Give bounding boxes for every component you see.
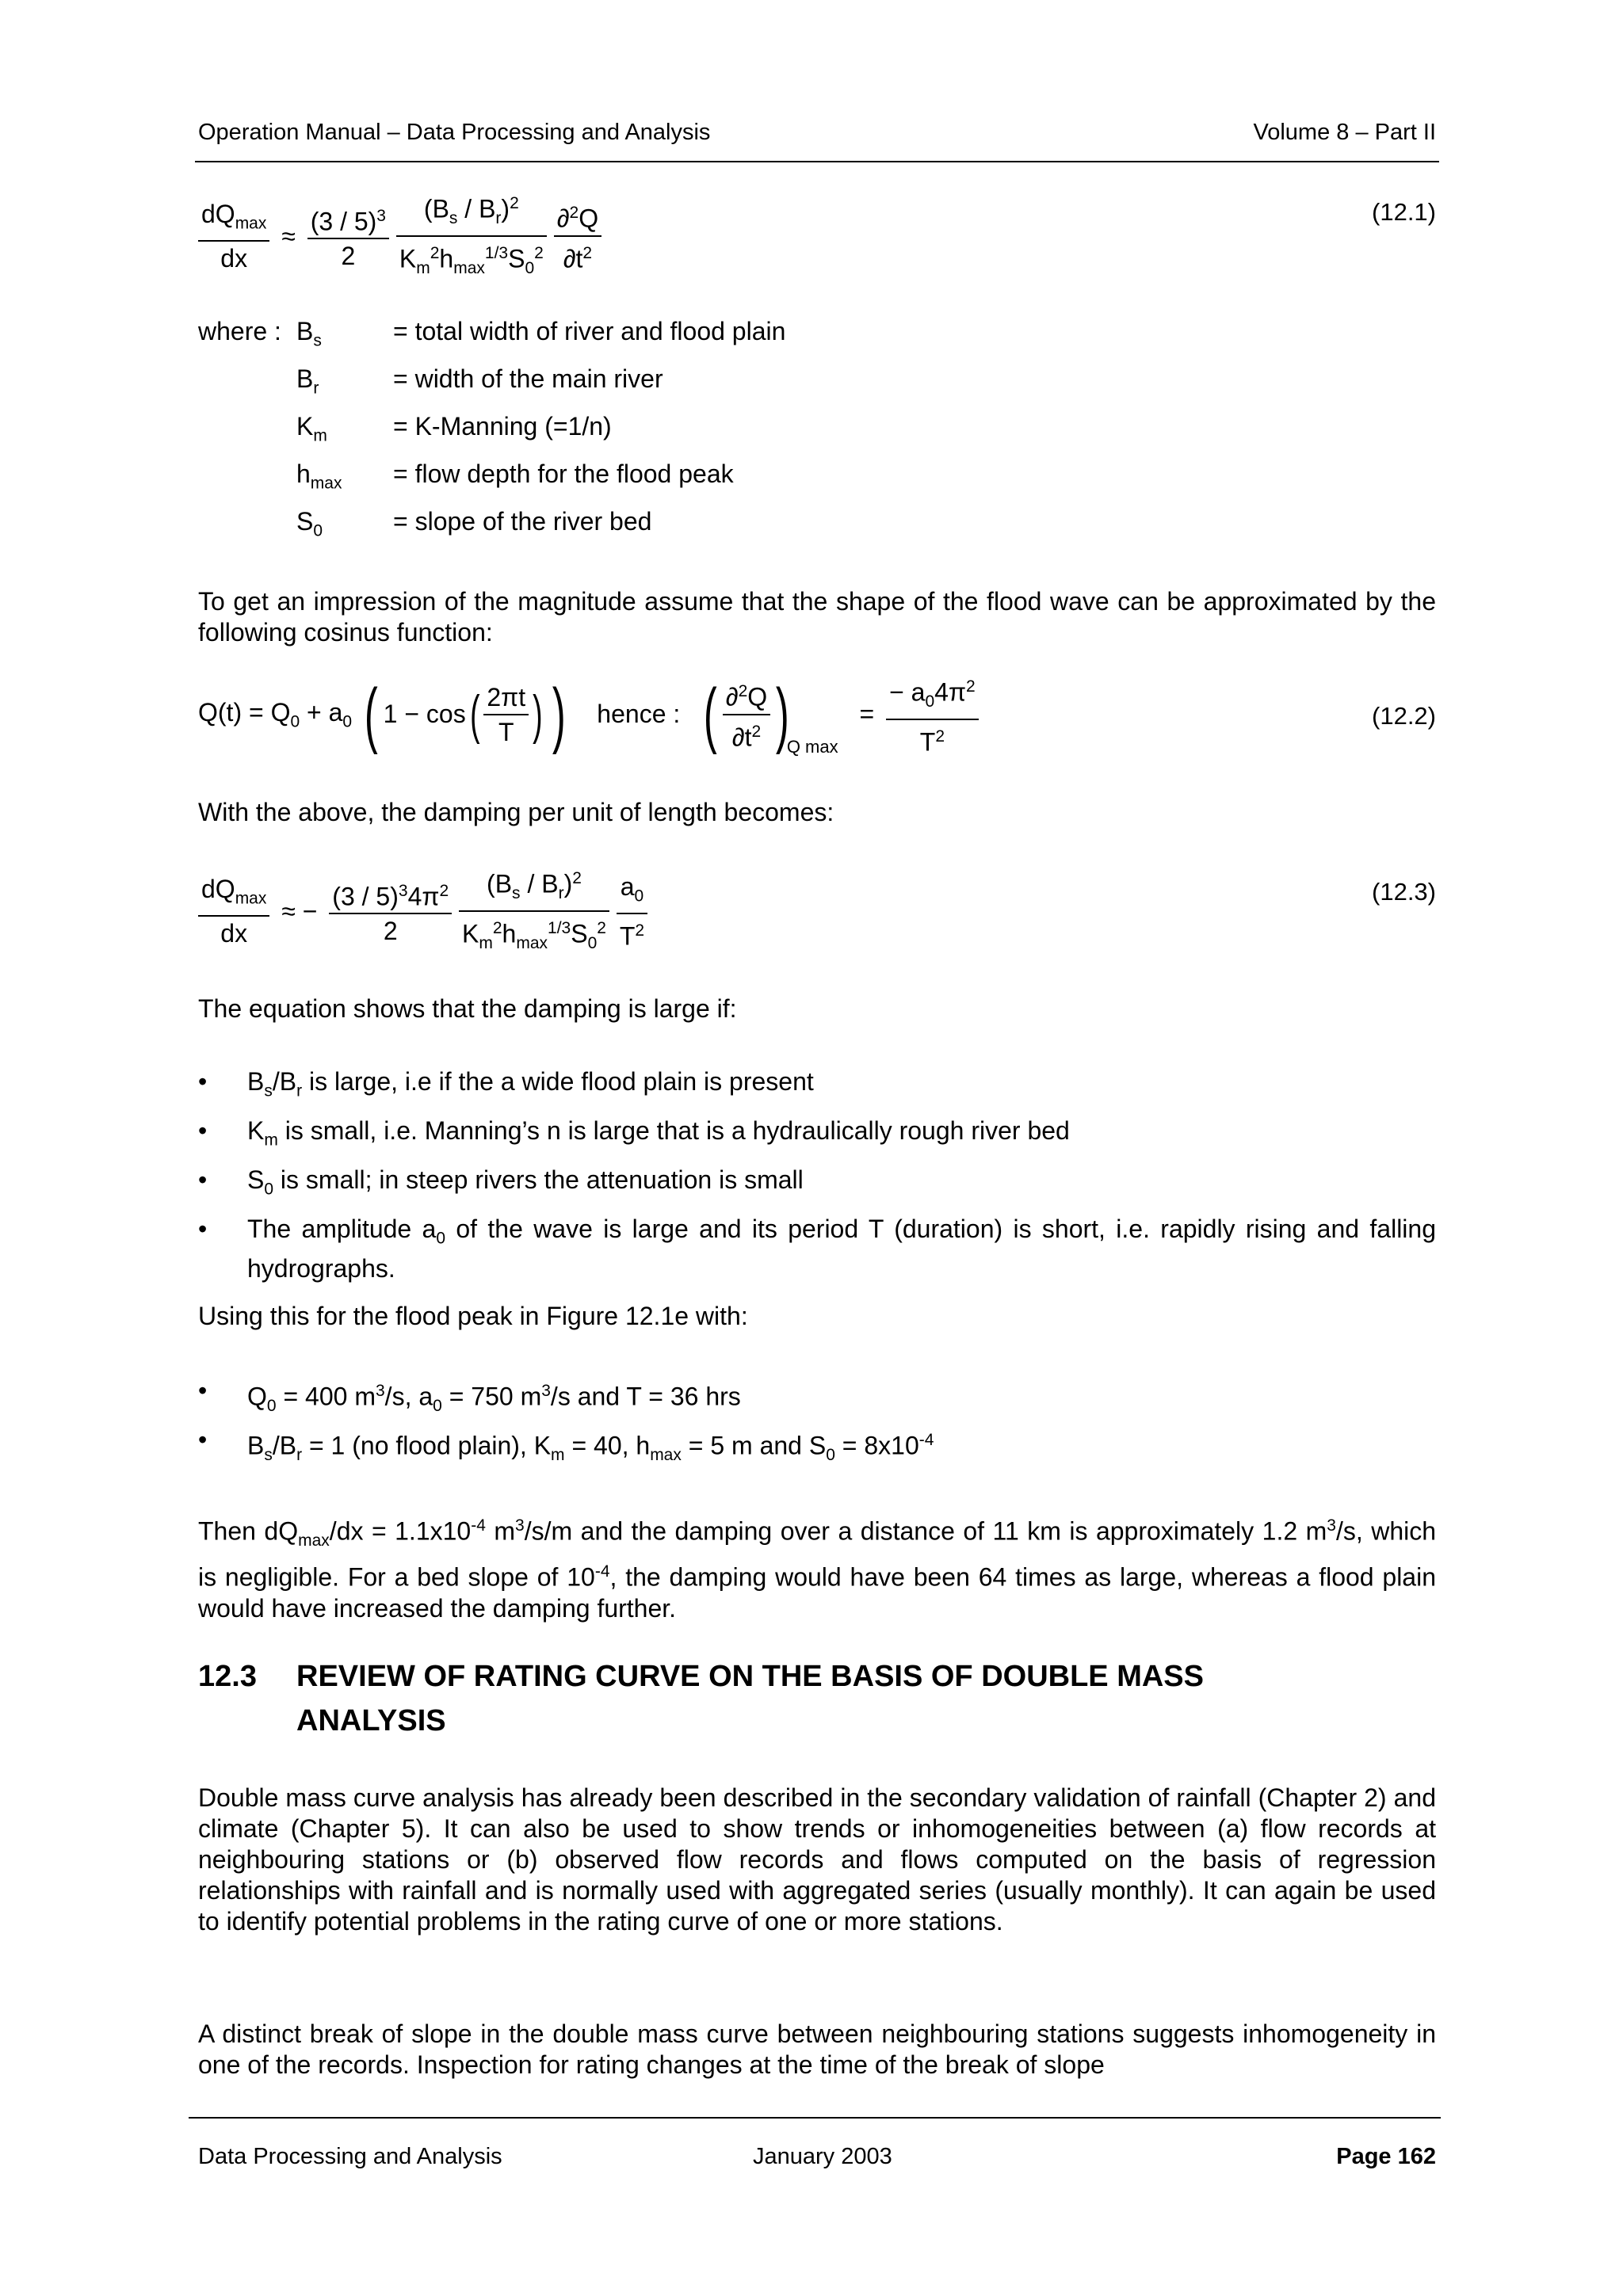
bullet-text: is small, i.e. Manning’s n is large that is a hydraulically rough river bed <box>277 1116 1070 1145</box>
equation-12-1: $\frac{dQ_{max}}{dx}$ ≈ $\frac{(3 / 5)^3}{2}$ $\frac{(B_s / B_r)^2}{K_m^2h_{max}^{1/3}S_0^2}$ $\frac{\partial^2Q}{\partial t^2}$ <box>198 189 601 284</box>
bullet-text: is large, i.e if the a wide flood plain is present <box>302 1067 814 1096</box>
definition-text: = slope of the river bed <box>393 507 652 536</box>
paragraph: A distinct break of slope in the double mass curve between neighbouring stations suggests inhomogeneity in one of the records. Inspection for rating changes at the time of the break of slope <box>198 2019 1436 2079</box>
bullet-text: $Q_0 = 400$ $m^3/s$, $a_0 = 750$ $m^3/s$ and T = 36 hrs <box>247 1382 741 1416</box>
equation-number-12-1: (12.1) <box>1372 198 1436 226</box>
footer-title: Data Processing and Analysis <box>198 2144 502 2169</box>
bullet-text: $B_s/B_r = 1$ (no flood plain), $K_m = 40$, $h_{max} = 5$ m and $S_0 = 8x10^{-4}$ <box>247 1431 934 1465</box>
bullet-icon: • <box>198 1116 208 1145</box>
page-header <box>198 111 1436 146</box>
equation-number-12-3: (12.3) <box>1372 878 1436 906</box>
symbol-hmax: $h_{max}$ <box>296 460 342 493</box>
header-rule <box>195 161 1439 162</box>
bullet-text: of the wave is large and its period T (duration) is short, i.e. rapidly rising and falling hydrographs. <box>247 1215 1436 1283</box>
bullet-icon: • <box>198 1376 208 1405</box>
paragraph: The equation shows that the damping is large if: <box>198 994 737 1023</box>
symbol-s0: $S_0$ <box>296 507 323 540</box>
header-title: Operation Manual – Data Processing and Analysis <box>198 120 711 145</box>
page-footer <box>198 2144 1436 2176</box>
bullet-text: The amplitude a <box>247 1215 437 1243</box>
bullet-icon: • <box>198 1215 208 1243</box>
paragraph: To get an impression of the magnitude assume that the shape of the flood wave can be approximated by the following cosinus function: <box>198 587 1436 646</box>
symbol-br: $B_r$ <box>296 364 319 398</box>
document-page: Operation Manual – Data Processing and Analysis Volume 8 – Part II $\frac{dQ_{max}}{dx}$ ≈ $\frac{(3 / 5)^3}{2}$ $\frac{(B_s / B_r)^2}{K_m^2h_{max}^{1/3}S_0^2}$ $\frac{\partial^2Q}{\partial t^2}$ (12.1) where : $B_s$ = total width of river and flood plain $B_r$ = width of the main river $K_m$ = K-Manning (=1/n) $h_{max}$ = flow depth for the flood peak $S_0$ = slope of the river bed To get an impression of the magnitude assume that the shape of the flood wave can be approximated by the following cosinus function: $Q(t) = Q_0 + a_0$ ( 1 − cos( $\frac{2\pi t}{T}$ ) ) hence : ( $\frac{\partial^2Q}{\partial t^2}$ )Q max = $\frac{- a_04\pi^2}{T^2}$ (12.2) With the above, the damping per unit of length becomes: $\frac{dQ_{max}}{dx}$ ≈ − $\frac{(3 / 5)^34\pi^2}{2}$ $\frac{(B_s / B_r)^2}{K_m^2h_{max}^{1/3}S_0^2}$ $\frac{a_0}{T^2}$ (12.3) The equation shows that the damping is large if: • $B_s/B_r$ is large, i.e if the a wide flood plain is present • $K_m$ is small, i.e. Manning’s n is large that is a hydraulically rough river bed • $S_0$ is small; in steep rivers the attenuation is small • The amplitude $a_0$ of the wave is large and its period T (duration) is short, i.e. rapidly rising and falling hydrographs. Using this for the flood peak in Figure 12.1e with: • $Q_0 = 400$ $m^3/s$, $a_0 = 750$ $m^3/s$ and T = 36 hrs • $B_s/B_r = 1$ (no flood plain), $K_m = 40$, $h_{max} = 5$ m and $S_0 = 8x10^{-4}$ Then $dQ_{max}/dx = 1.1x10^{-4}$ $m^3/s/m$ and the damping over a distance of 11 km is approximately 1.2 $m^3/s$, which is negligible. For a bed slope of $10^{-4}$, the damping would have been 64 times as large, whereas a flood plain would have increased the damping further. 12.3 REVIEW OF RATING CURVE ON THE BASIS OF DOUBLE MASS ANALYSIS Double mass curve analysis has already been described in the secondary validation of rainfall (Chapter 2) and climate (Chapter 5). It can also be used to show trends or inhomogeneities between (a) flow records at neighbouring stations or (b) observed flow records and flows computed on the basis of regression relationships with rainfall and is normally used with aggregated series (usually monthly). It can again be used to identify potential problems in the rating curve of one or more stations. A distinct break of slope in the double mass curve between neighbouring stations suggests inhomogeneity in one of the records. Inspection for rating changes at the time of the break of slope Data Processing and Analysis January 2003 Page 162 <box>0 0 1623 2296</box>
section-number: 12.3 <box>198 1660 257 1693</box>
bullet-icon: • <box>198 1165 208 1194</box>
equation-number-12-2: (12.2) <box>1372 702 1436 730</box>
footer-rule <box>189 2117 1441 2119</box>
section-title: REVIEW OF RATING CURVE ON THE BASIS OF DOUBLE MASS ANALYSIS <box>296 1660 1204 1737</box>
where-label: where : <box>198 317 281 345</box>
hence-label: hence : <box>597 700 681 729</box>
page-number: Page 162 <box>1336 2144 1436 2169</box>
equation-12-2: $Q(t) = Q_0 + a_0$ ( 1 − cos( $\frac{2\pi t}{T}$ ) ) hence : ( $\frac{\partial^2Q}{\partial t^2}$ )Q max = $\frac{- a_04\pi^2}{T^2}$ <box>198 672 979 757</box>
paragraph: With the above, the damping per unit of length becomes: <box>198 798 834 826</box>
paragraph: Double mass curve analysis has already been described in the secondary validation of rainfall (Chapter 2) and climate (Chapter 5). It can also be used to show trends or inhomogeneities between (a) flow records at neighbouring stations or (b) observed flow records and flows computed on the basis of regression relationships with rainfall and is normally used with aggregated series (usually monthly). It can again be used to identify potential problems in the rating curve of one or more stations. <box>198 1783 1436 1936</box>
equation-12-3: $\frac{dQ_{max}}{dx}$ ≈ − $\frac{(3 / 5)^34\pi^2}{2}$ $\frac{(B_s / B_r)^2}{K_m^2h_{max}^{1/3}S_0^2}$ $\frac{a_0}{T^2}$ <box>198 864 647 959</box>
paragraph: Then $dQ_{max}/dx = 1.1x10^{-4}$ $m^3/s/m$ and the damping over a distance of 11 km is approximately 1.2 $m^3/s$, which is negligible. For a bed slope of $10^{-4}$, the damping would have been 64 times as large, whereas a flood plain would have increased the damping further. <box>198 1516 1437 1623</box>
bullet-text: is small; in steep rivers the attenuation is small <box>273 1165 804 1194</box>
symbol-km: $K_m$ <box>296 412 327 445</box>
symbol-bs: $B_s$ <box>296 317 322 350</box>
bullet-icon: • <box>198 1425 208 1454</box>
paragraph: Using this for the flood peak in Figure 12.1e with: <box>198 1302 748 1330</box>
definition-text: = K-Manning (=1/n) <box>393 412 612 441</box>
header-volume: Volume 8 – Part II <box>1253 120 1436 145</box>
bullet-icon: • <box>198 1067 208 1096</box>
definition-text: = total width of river and flood plain <box>393 317 786 345</box>
definition-text: = width of the main river <box>393 364 663 393</box>
definition-text: = flow depth for the flood peak <box>393 460 734 488</box>
footer-date: January 2003 <box>753 2144 892 2169</box>
